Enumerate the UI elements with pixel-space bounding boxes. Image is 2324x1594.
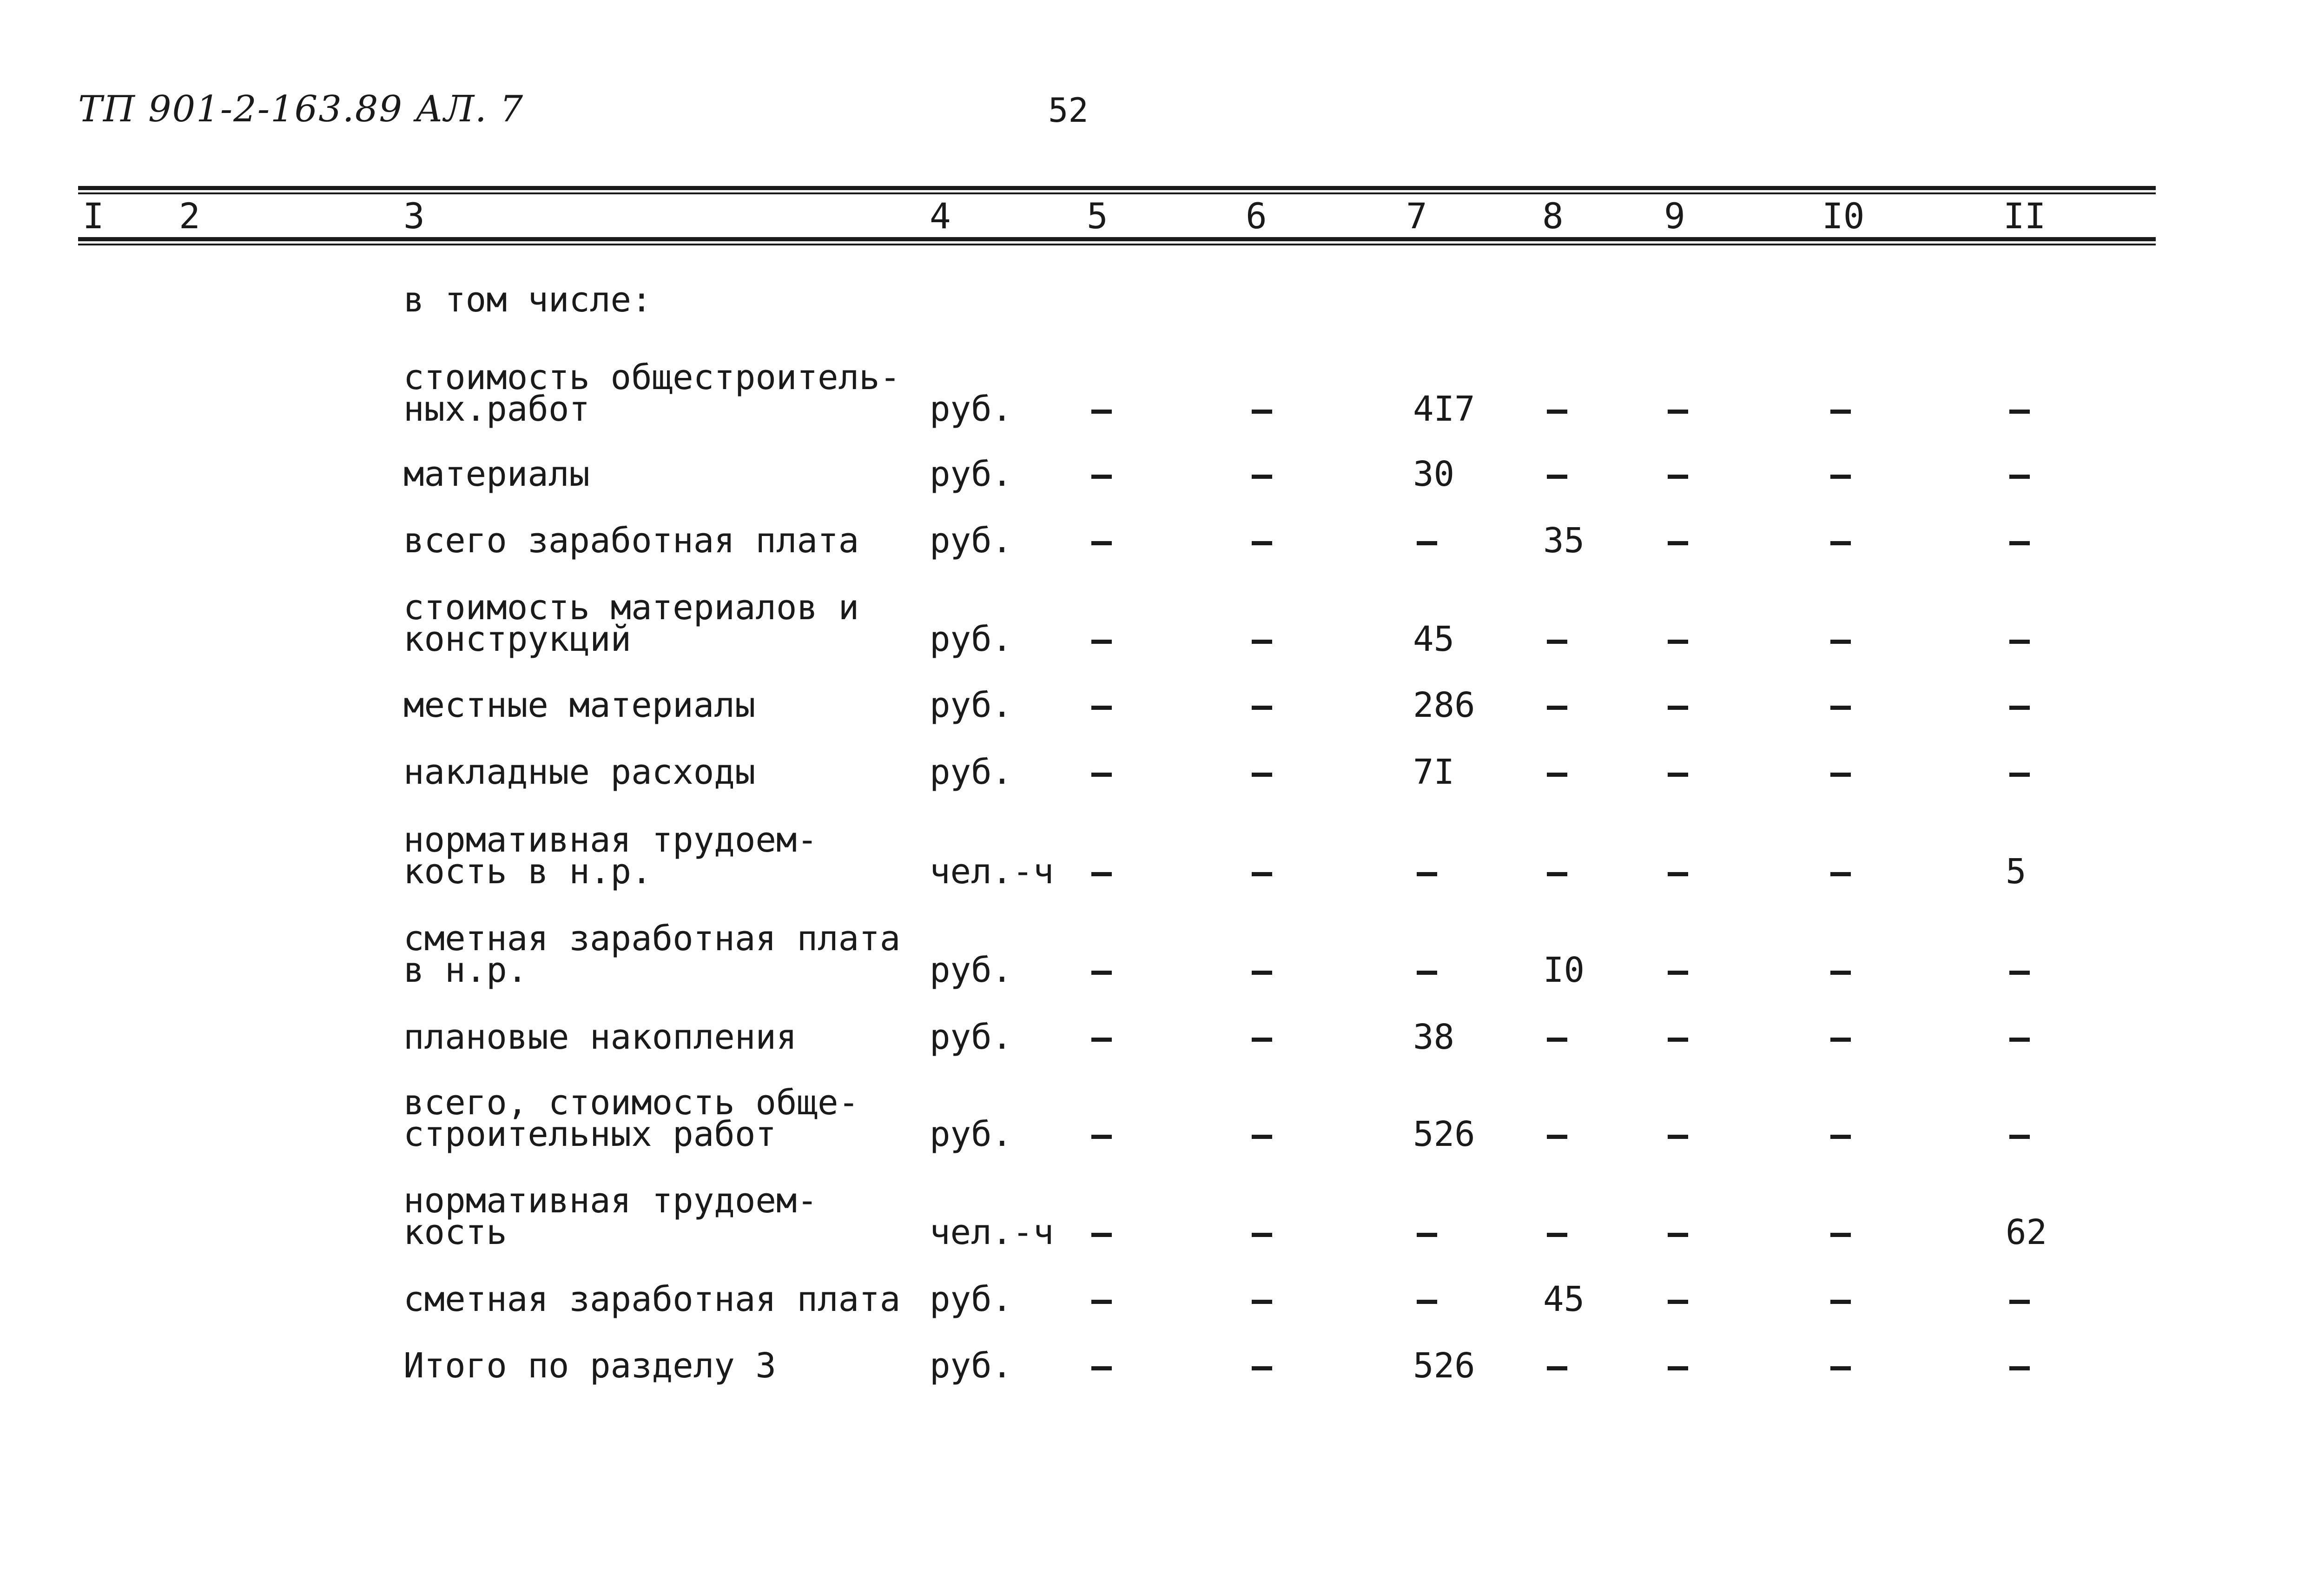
empty-value-dash	[1417, 541, 1437, 545]
empty-value-dash	[1547, 1038, 1567, 1042]
empty-value-dash	[1091, 1038, 1112, 1042]
empty-value-dash	[1252, 410, 1272, 414]
column-number: 2	[179, 195, 200, 237]
empty-value-dash	[1091, 1366, 1112, 1370]
empty-value-dash	[1668, 1135, 1688, 1139]
empty-value-dash	[1830, 872, 1851, 876]
document-code: ТП 901-2-163.89 АЛ. 7	[78, 88, 524, 130]
row-description: стоимость общестроитель-	[403, 357, 901, 397]
row-description: Итого по разделу 3	[403, 1346, 776, 1386]
empty-value-dash	[2009, 475, 2030, 479]
row-value-c8: I0	[1543, 950, 1585, 990]
row-unit: руб.	[930, 619, 1013, 659]
empty-value-dash	[1668, 1366, 1688, 1370]
row-unit: руб.	[930, 521, 1013, 561]
row-value-c7: 30	[1413, 454, 1455, 494]
row-description: нормативная трудоем-	[403, 820, 818, 860]
row-unit: чел.-ч	[930, 852, 1054, 892]
empty-value-dash	[1091, 1300, 1112, 1304]
section-intro: в том числе:	[403, 280, 652, 320]
row-description: кость	[403, 1212, 507, 1252]
empty-value-dash	[1830, 640, 1851, 644]
row-description: ных.работ	[403, 389, 590, 429]
row-unit: руб.	[930, 389, 1013, 429]
row-value-c7: 526	[1413, 1346, 1475, 1386]
column-number: 3	[403, 195, 425, 237]
row-value-c11: 5	[2006, 852, 2027, 892]
empty-value-dash	[1547, 1135, 1567, 1139]
empty-value-dash	[1091, 1233, 1112, 1237]
empty-value-dash	[1417, 1300, 1437, 1304]
empty-value-dash	[1252, 1366, 1272, 1370]
empty-value-dash	[1091, 541, 1112, 545]
row-description: всего, стоимость обще-	[403, 1083, 859, 1123]
empty-value-dash	[2009, 773, 2030, 777]
empty-value-dash	[1830, 971, 1851, 975]
row-unit: руб.	[930, 1114, 1013, 1154]
column-number: 4	[930, 195, 951, 237]
row-unit: руб.	[930, 752, 1013, 792]
column-number: 9	[1664, 195, 1685, 237]
row-value-c7: 7I	[1413, 752, 1455, 792]
empty-value-dash	[1252, 541, 1272, 545]
empty-value-dash	[2009, 541, 2030, 545]
page-number: 52	[1048, 91, 1089, 130]
row-unit: руб.	[930, 454, 1013, 494]
row-value-c7: 45	[1413, 619, 1455, 659]
column-number: I0	[1822, 195, 1865, 237]
row-unit: чел.-ч	[930, 1212, 1054, 1252]
empty-value-dash	[2009, 640, 2030, 644]
empty-value-dash	[1668, 971, 1688, 975]
empty-value-dash	[1252, 872, 1272, 876]
empty-value-dash	[1091, 640, 1112, 644]
row-value-c7: 286	[1413, 685, 1475, 725]
empty-value-dash	[1252, 1038, 1272, 1042]
empty-value-dash	[1091, 706, 1112, 710]
empty-value-dash	[1668, 640, 1688, 644]
empty-value-dash	[1417, 1233, 1437, 1237]
empty-value-dash	[1091, 773, 1112, 777]
row-value-c8: 35	[1543, 521, 1585, 561]
row-unit: руб.	[930, 1017, 1013, 1057]
empty-value-dash	[1830, 1300, 1851, 1304]
empty-value-dash	[1547, 410, 1567, 414]
empty-value-dash	[1668, 541, 1688, 545]
empty-value-dash	[2009, 1038, 2030, 1042]
row-unit: руб.	[930, 950, 1013, 990]
empty-value-dash	[1830, 773, 1851, 777]
row-value-c8: 45	[1543, 1279, 1585, 1319]
column-number: 8	[1542, 195, 1564, 237]
empty-value-dash	[1091, 1135, 1112, 1139]
empty-value-dash	[2009, 1135, 2030, 1139]
row-description: плановые накопления	[403, 1017, 797, 1057]
empty-value-dash	[1830, 1366, 1851, 1370]
row-value-c7: 4I7	[1413, 389, 1475, 429]
row-description: в н.р.	[403, 950, 528, 990]
empty-value-dash	[1252, 1233, 1272, 1237]
empty-value-dash	[1252, 640, 1272, 644]
empty-value-dash	[1830, 1233, 1851, 1237]
empty-value-dash	[1547, 773, 1567, 777]
empty-value-dash	[1668, 475, 1688, 479]
column-number: 7	[1406, 195, 1427, 237]
column-number: 6	[1246, 195, 1267, 237]
column-number: 5	[1087, 195, 1108, 237]
column-number: I	[83, 195, 104, 237]
empty-value-dash	[1830, 410, 1851, 414]
empty-value-dash	[1668, 1038, 1688, 1042]
column-header-bottom-rule-thin	[78, 244, 2156, 245]
empty-value-dash	[1547, 706, 1567, 710]
empty-value-dash	[1668, 1233, 1688, 1237]
empty-value-dash	[1091, 475, 1112, 479]
empty-value-dash	[1547, 640, 1567, 644]
row-description: нормативная трудоем-	[403, 1181, 818, 1221]
empty-value-dash	[1668, 410, 1688, 414]
empty-value-dash	[1668, 872, 1688, 876]
empty-value-dash	[1252, 773, 1272, 777]
empty-value-dash	[1830, 475, 1851, 479]
empty-value-dash	[1091, 872, 1112, 876]
row-description: всего заработная плата	[403, 521, 859, 561]
row-value-c11: 62	[2006, 1212, 2047, 1252]
empty-value-dash	[1830, 1038, 1851, 1042]
empty-value-dash	[2009, 1300, 2030, 1304]
empty-value-dash	[1091, 971, 1112, 975]
empty-value-dash	[2009, 706, 2030, 710]
table-top-rule	[78, 186, 2156, 190]
empty-value-dash	[1668, 773, 1688, 777]
empty-value-dash	[1547, 872, 1567, 876]
row-description: стоимость материалов и	[403, 588, 859, 628]
row-description: строительных работ	[403, 1114, 776, 1154]
empty-value-dash	[1547, 475, 1567, 479]
empty-value-dash	[1252, 475, 1272, 479]
empty-value-dash	[1252, 706, 1272, 710]
empty-value-dash	[2009, 1366, 2030, 1370]
empty-value-dash	[1547, 1366, 1567, 1370]
empty-value-dash	[1252, 1300, 1272, 1304]
empty-value-dash	[1417, 971, 1437, 975]
column-number: II	[2003, 195, 2046, 237]
empty-value-dash	[2009, 971, 2030, 975]
table-top-rule-thin	[78, 192, 2156, 194]
row-description: накладные расходы	[403, 752, 756, 792]
empty-value-dash	[1091, 410, 1112, 414]
row-value-c7: 38	[1413, 1017, 1455, 1057]
empty-value-dash	[1668, 706, 1688, 710]
row-unit: руб.	[930, 1346, 1013, 1386]
empty-value-dash	[1668, 1300, 1688, 1304]
column-header-bottom-rule	[78, 237, 2156, 241]
row-description: местные материалы	[403, 685, 756, 725]
empty-value-dash	[1830, 1135, 1851, 1139]
row-description: сметная заработная плата	[403, 1279, 901, 1319]
row-value-c7: 526	[1413, 1114, 1475, 1154]
empty-value-dash	[1417, 872, 1437, 876]
empty-value-dash	[1830, 706, 1851, 710]
row-unit: руб.	[930, 1279, 1013, 1319]
row-unit: руб.	[930, 685, 1013, 725]
empty-value-dash	[1830, 541, 1851, 545]
row-description: сметная заработная плата	[403, 919, 901, 959]
row-description: конструкций	[403, 619, 632, 659]
empty-value-dash	[1252, 971, 1272, 975]
row-description: кость в н.р.	[403, 852, 652, 892]
empty-value-dash	[1547, 1233, 1567, 1237]
row-description: материалы	[403, 454, 590, 494]
empty-value-dash	[1252, 1135, 1272, 1139]
empty-value-dash	[2009, 410, 2030, 414]
